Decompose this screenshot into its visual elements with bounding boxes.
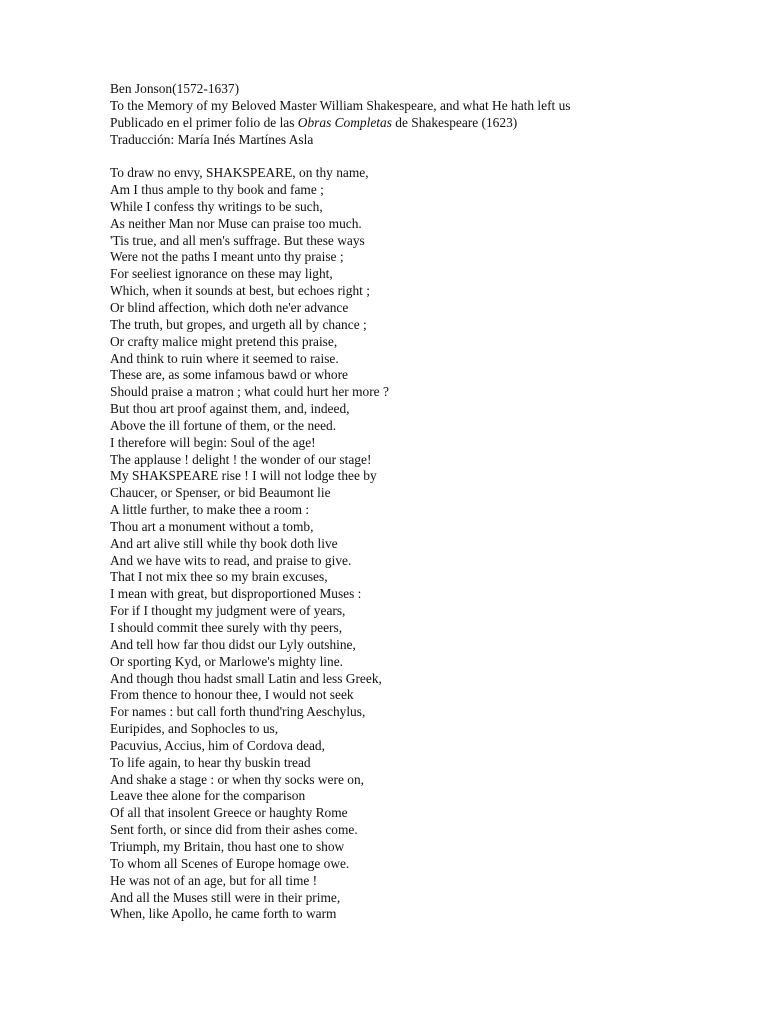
publication-text-after: de Shakespeare (1623)	[391, 114, 518, 130]
poem-body	[110, 165, 710, 923]
poem-line: Should praise a matron ; what could hurt her more ?	[110, 384, 389, 400]
poem-line: The truth, but gropes, and urgeth all by chance ;	[110, 316, 367, 332]
poem-line: A little further, to make thee a room :	[110, 502, 310, 518]
poem-line: I therefore will begin: Soul of the age!	[110, 434, 316, 450]
poem-line: And tell how far thou didst our Lyly outshine,	[110, 636, 356, 652]
translation-line: Traducción: María Inés Martínes Asla	[110, 131, 314, 147]
author-line: Ben Jonson(1572-1637)	[110, 81, 240, 96]
poem-line: Which, when it sounds at best, but echoes right ;	[110, 283, 370, 299]
poem-line: I should commit thee surely with thy peers,	[110, 620, 343, 635]
poem-line: And we have wits to read, and praise to give.	[110, 552, 352, 568]
poem-line: As neither Man nor Muse can praise too much.	[110, 215, 362, 231]
poem-line: Chaucer, or Spenser, or bid Beaumont lie	[110, 485, 331, 501]
poem-line: To draw no envy, SHAKSPEARE, on thy name,	[110, 165, 369, 181]
poem-line: While I confess thy writings to be such,	[110, 198, 323, 214]
poem-line: To whom all Scenes of Europe homage owe.	[110, 855, 350, 871]
poem-line: Leave thee alone for the comparison	[110, 788, 306, 804]
poem-line: Euripides, and Sophocles to us,	[110, 721, 279, 737]
poem-line: He was not of an age, but for all time !	[110, 872, 318, 888]
stanza-gap	[110, 148, 710, 165]
poem-line: That I not mix thee so my brain excuses,	[110, 569, 328, 585]
poem-line: Sent forth, or since did from their ashes come.	[110, 822, 358, 838]
poem-line: To life again, to hear thy buskin tread	[110, 754, 311, 770]
poem-line: I mean with great, but disproportioned Muses :	[110, 586, 362, 602]
poem-line: And art alive still while thy book doth live	[110, 535, 338, 551]
poem-line: For names : but call forth thund'ring Aeschylus,	[110, 704, 366, 720]
poem-line: My SHAKSPEARE rise ! I will not lodge thee by	[110, 468, 377, 484]
poem-line: Or blind affection, which doth ne'er advance	[110, 299, 349, 315]
poem-line: Above the ill fortune of them, or the need.	[110, 417, 337, 433]
poem-line: Or sporting Kyd, or Marlowe's mighty line.	[110, 653, 344, 669]
poem-line: Were not the paths I meant unto thy praise ;	[110, 249, 344, 265]
publication-line	[110, 115, 710, 132]
poem-line: 'Tis true, and all men's suffrage. But these ways	[110, 232, 365, 248]
publication-text-before: Publicado en el primer folio de las	[110, 114, 298, 130]
poem-line: And all the Muses still were in their prime,	[110, 889, 341, 905]
poem-line: For seeliest ignorance on these may light,	[110, 266, 333, 282]
poem-title: To the Memory of my Beloved Master William Shakespeare, and what He hath left us	[110, 97, 571, 113]
poem-line: And think to ruin where it seemed to raise.	[110, 350, 339, 366]
poem-line: These are, as some infamous bawd or whore	[110, 367, 348, 383]
poem-line: For if I thought my judgment were of years,	[110, 603, 346, 619]
poem-line: From thence to honour thee, I would not seek	[110, 687, 354, 703]
poem-line: Of all that insolent Greece or haughty Rome	[110, 805, 348, 821]
poem-line: And though thou hadst small Latin and less Greek,	[110, 670, 382, 686]
poem-line: Pacuvius, Accius, him of Cordova dead,	[110, 737, 325, 753]
poem-line: The applause ! delight ! the wonder of our stage!	[110, 451, 372, 467]
publication-italic-title: Obras Completas	[297, 114, 392, 130]
poem-line: Thou art a monument without a tomb,	[110, 518, 314, 534]
document-text-block	[110, 81, 710, 923]
poem-line: Am I thus ample to thy book and fame ;	[110, 182, 324, 198]
poem-line: Triumph, my Britain, thou hast one to show	[110, 838, 345, 854]
poem-line: Or crafty malice might pretend this praise,	[110, 333, 338, 349]
poem-line: And shake a stage : or when thy socks were on,	[110, 771, 364, 787]
poem-line: When, like Apollo, he came forth to warm	[110, 906, 337, 922]
poem-line: But thou art proof against them, and, indeed,	[110, 401, 350, 417]
